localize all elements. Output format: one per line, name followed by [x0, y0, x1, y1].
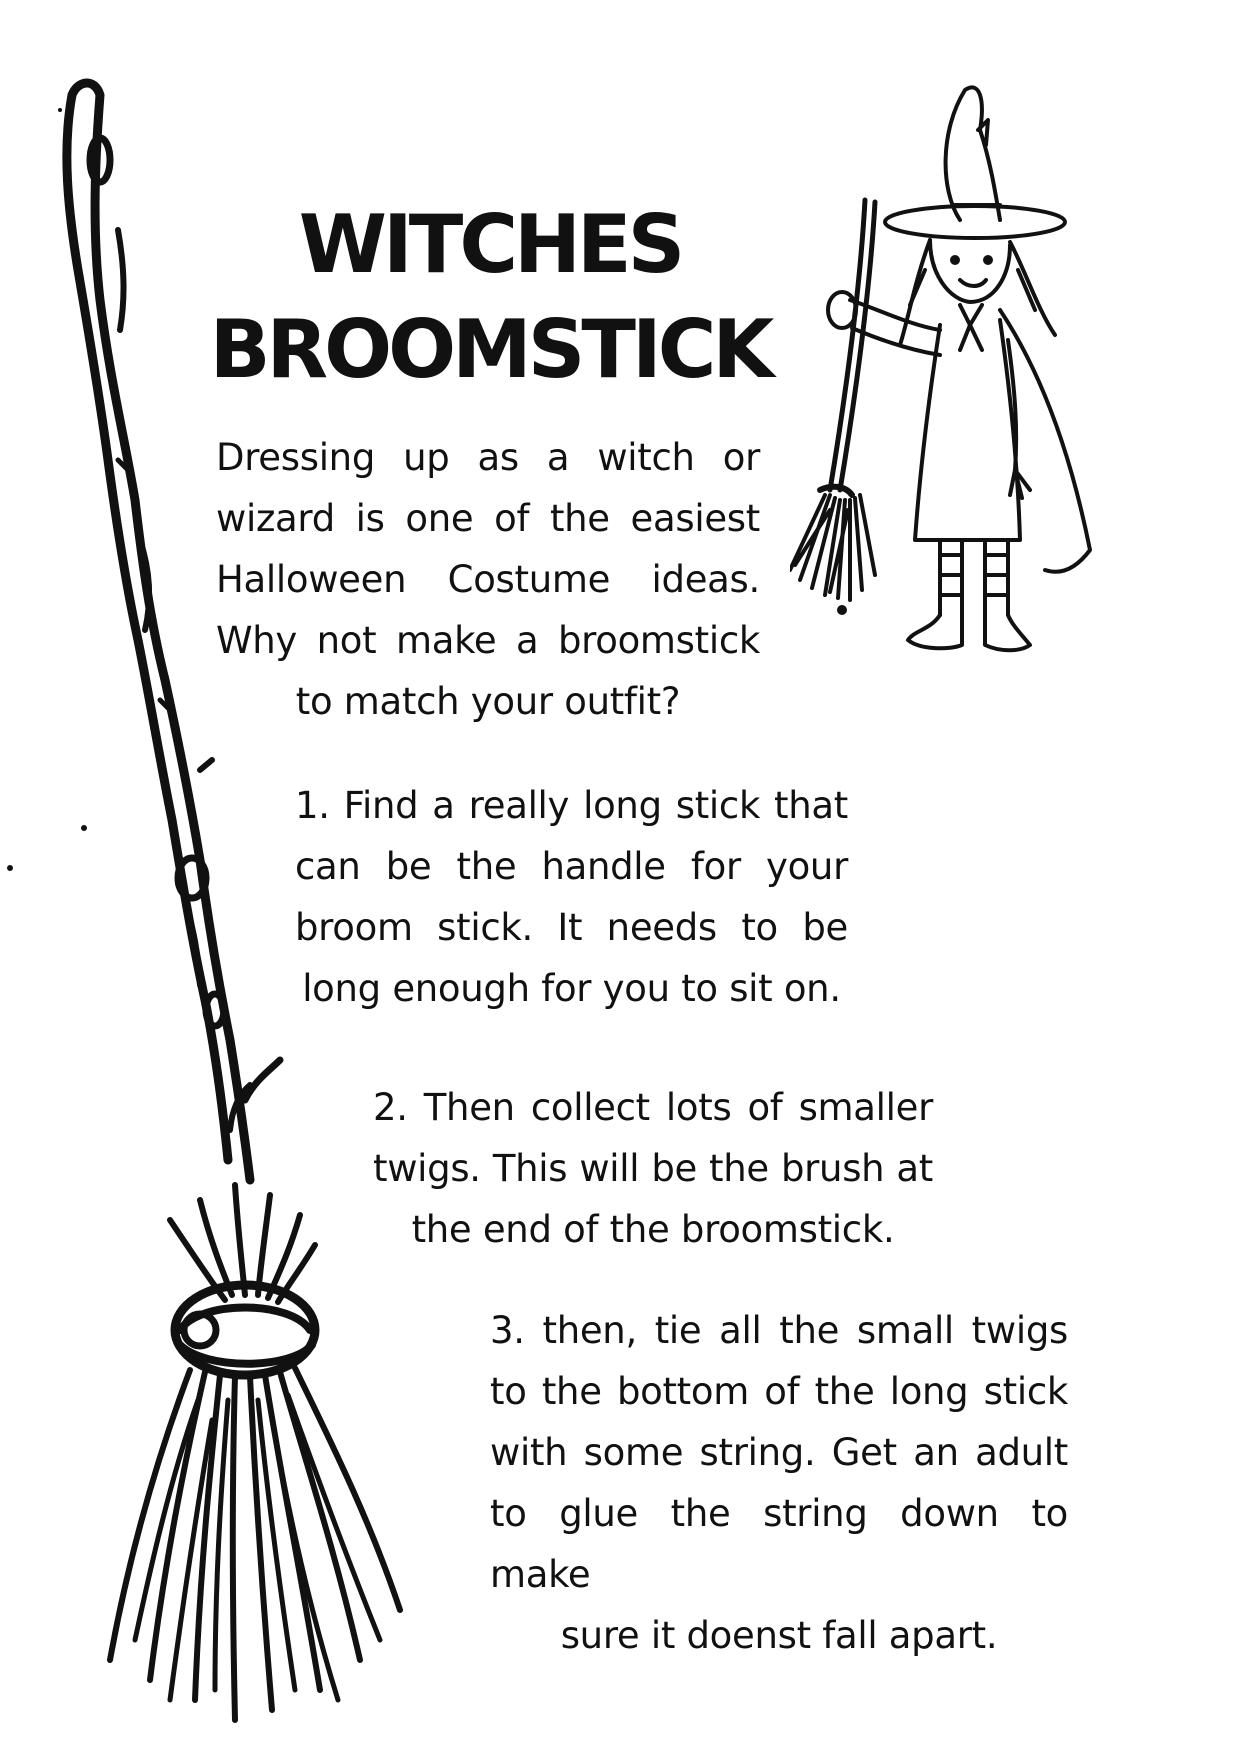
intro-line: Dressing up as a witch or [216, 436, 760, 479]
step-3-paragraph [490, 1300, 1068, 1666]
step-3-line: with some string. Get an adult [490, 1431, 1068, 1474]
step-3-line: to glue the string down to make [490, 1492, 1068, 1596]
step-1-paragraph [295, 775, 848, 1019]
step-2-line: twigs. This will be the brush at [373, 1147, 933, 1190]
step-1-line: long enough for you to sit on. [302, 967, 841, 1010]
intro-line: Halloween Costume ideas. [216, 558, 760, 601]
witch-with-broom-illustration [790, 70, 1150, 670]
title-line-1: WITCHES [298, 198, 682, 291]
intro-line: Why not make a broomstick [216, 619, 760, 662]
step-3-line: sure it doenst fall apart. [560, 1614, 998, 1657]
intro-line: to match your outfit? [295, 680, 681, 723]
title-line-2: BROOMSTICK [209, 303, 771, 396]
step-1-line: can be the handle for your [295, 845, 848, 888]
step-1-line: broom stick. It needs to be [295, 906, 848, 949]
intro-paragraph [216, 427, 760, 732]
step-3-line: 3. then, tie all the small twigs [490, 1309, 1068, 1352]
step-2-paragraph [373, 1077, 933, 1260]
step-1-line: 1. Find a really long stick that [295, 784, 848, 827]
intro-line: wizard is one of the easiest [216, 497, 760, 540]
step-2-line: the end of the broomstick. [411, 1208, 895, 1251]
step-3-line: to the bottom of the long stick [490, 1370, 1068, 1413]
step-2-line: 2. Then collect lots of smaller [373, 1086, 933, 1129]
